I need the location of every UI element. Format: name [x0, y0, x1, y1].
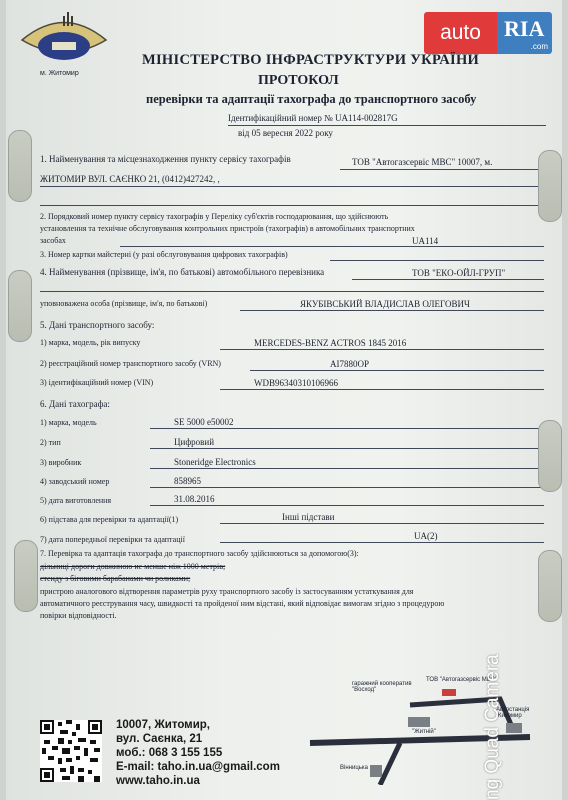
divider [150, 428, 544, 429]
map-label-company: ТОВ "Автогазсервіс МВС" [426, 677, 498, 683]
divider [150, 448, 544, 449]
identification-number: Ідентифікаційний номер № UA114-002817G [228, 113, 398, 123]
section-7-option-stand: стенду з біговими барабанами чи роликами; [40, 574, 191, 583]
qr-code-icon [40, 720, 102, 782]
map-label-market: "Житній" [412, 729, 436, 735]
divider [220, 389, 544, 390]
section-7-option-device-c: повірки відповідності. [40, 611, 117, 620]
vehicle-make-value: MERCEDES-BENZ ACTROS 1845 2016 [254, 338, 407, 348]
side-seal [14, 540, 38, 612]
section-5-label: 5. Дані транспортного засобу: [40, 320, 155, 330]
divider [240, 310, 544, 311]
section-7-option-device-a: пристрою аналогового відтворення параметрів руху транспортного засобу із застосуванням устаткування для [40, 587, 414, 596]
section-4-label: 4. Найменування (прізвище, ім'я, по батькові) автомобільного перевізника [40, 267, 325, 277]
vehicle-make-label: 1) марка, модель, рік випуску [40, 338, 141, 347]
autoria-logo [424, 12, 552, 54]
side-seal [538, 150, 562, 222]
vehicle-vin-value: WDB96340310106966 [254, 378, 338, 388]
footer-address-2: вул. Саєнка, 21 [116, 733, 203, 745]
document-subtitle: перевірки та адаптації тахографа до транспортного засобу [146, 92, 477, 106]
document-title: ПРОТОКОЛ [258, 73, 339, 88]
qr-code [40, 720, 102, 782]
side-seal [538, 550, 562, 622]
section-2-label-c: засобах [40, 236, 66, 245]
divider [40, 186, 540, 187]
side-seal [8, 130, 32, 202]
divider [150, 487, 544, 488]
ministry-title: МІНІСТЕРСТВО ІНФРАСТРУКТУРИ УКРАЇНИ [142, 52, 480, 68]
location-map [300, 665, 540, 785]
section-4-authorized-value: ЯКУБІВСЬКИЙ ВЛАДИСЛАВ ОЛЕГОВИЧ [300, 299, 470, 309]
divider [250, 370, 544, 371]
inspection-reason-label: 6) підстава для перевірки та адаптації(1) [40, 515, 179, 524]
divider [340, 169, 538, 170]
inspection-reason-value: Інші підстави [282, 512, 335, 522]
divider [220, 349, 544, 350]
tachograph-type-value: Цифровий [174, 437, 215, 447]
divider [150, 505, 544, 506]
section-7-label: 7. Перевірка та адаптація тахографа до транспортного засобу здійснюються за допомогою(3): [40, 549, 359, 558]
tachograph-model-label: 1) марка, модель [40, 418, 97, 427]
side-seal [538, 420, 562, 492]
tachograph-serial-value: 858965 [174, 476, 201, 486]
map-label-garage: гаражний кооператив "Восход" [352, 681, 412, 693]
section-4-value: ТОВ "ЕКО-ОЙЛ-ГРУП" [412, 268, 506, 278]
side-seal [8, 270, 32, 342]
map-label-bottom: Вінницька [340, 765, 368, 771]
tachograph-serial-label: 4) заводський номер [40, 477, 110, 486]
logo-domain-text: .com [530, 42, 548, 51]
vehicle-vin-label: 3) ідентифікаційний номер (VIN) [40, 378, 154, 387]
tachograph-model-value: SE 5000 e50002 [174, 417, 234, 427]
tachograph-manufacturer-label: 3) виробник [40, 458, 82, 467]
vehicle-vrn-value: AI7880OP [330, 359, 370, 369]
tachograph-manufacturer-value: Stoneridge Electronics [174, 457, 256, 467]
logo-ria-block [497, 12, 552, 54]
section-2-label-b: установлення та технічне обслуговування контрольних пристроїв (тахографів) в автомобільних транспортних [40, 224, 415, 233]
document-date: від 05 вересня 2022 року [238, 128, 333, 138]
footer-address-1: 10007, Житомир, [116, 719, 210, 731]
previous-inspection-label: 7) дата попередньої перевірки та адаптації [40, 535, 185, 544]
section-6-label: 6. Дані тахографа: [40, 399, 110, 409]
section-4-authorized-label: уповноважена особа (прізвище, ім'я, по батькові) [40, 299, 208, 308]
section-1-label: 1. Найменування та місцезнаходження пункту сервісу тахографів [40, 154, 291, 164]
section-2-value: UA114 [412, 236, 439, 246]
footer-website: www.taho.in.ua [116, 775, 200, 787]
section-7-option-device-b: автоматичного реєстрування часу, швидкості та пройденої ним відстані, який відповідає вимогам згідно з процедурою [40, 599, 445, 608]
divider [40, 291, 544, 292]
previous-inspection-value: UA(2) [414, 531, 438, 541]
divider [220, 542, 544, 543]
section-1-value-b: ЖИТОМИР ВУЛ. САЄНКО 21, (0412)427242, , [40, 174, 220, 184]
footer-phone: моб.: 068 3 155 155 [116, 747, 223, 759]
map-label-station: Автостанція Житомир [496, 707, 530, 719]
logo-auto-text: auto [424, 12, 497, 54]
divider [150, 468, 544, 469]
camera-watermark: ng Quad Camera [482, 654, 503, 800]
section-3-label: 3. Номер картки майстерні (у разі обслуговування цифрових тахографів) [40, 250, 288, 259]
divider [220, 523, 544, 524]
section-7-option-road: дільниці дороги довжиною не менше ніж 1000 метрів; [40, 562, 226, 571]
map-roads-icon [300, 665, 540, 785]
tachograph-date-value: 31.08.2016 [174, 494, 215, 504]
emblem-caption: м. Житомир [40, 70, 79, 77]
logo-ria-text: RIA [504, 16, 545, 41]
tachograph-type-label: 2) тип [40, 438, 61, 447]
footer-email: E-mail: taho.in.ua@gmail.com [116, 761, 280, 773]
divider [352, 279, 544, 280]
divider [330, 260, 544, 261]
divider [40, 205, 540, 206]
vehicle-vrn-label: 2) реєстраційний номер транспортного засобу (VRN) [40, 359, 221, 368]
divider [120, 246, 544, 247]
tachograph-date-label: 5) дата виготовлення [40, 496, 112, 505]
section-1-value-a: ТОВ "Автогазсервіс МВС" 10007, м. [352, 157, 493, 167]
section-2-label-a: 2. Порядковий номер пункту сервісу тахографів у Переліку суб'єктів господарювання, що здійснюють [40, 212, 389, 221]
divider [228, 125, 546, 126]
